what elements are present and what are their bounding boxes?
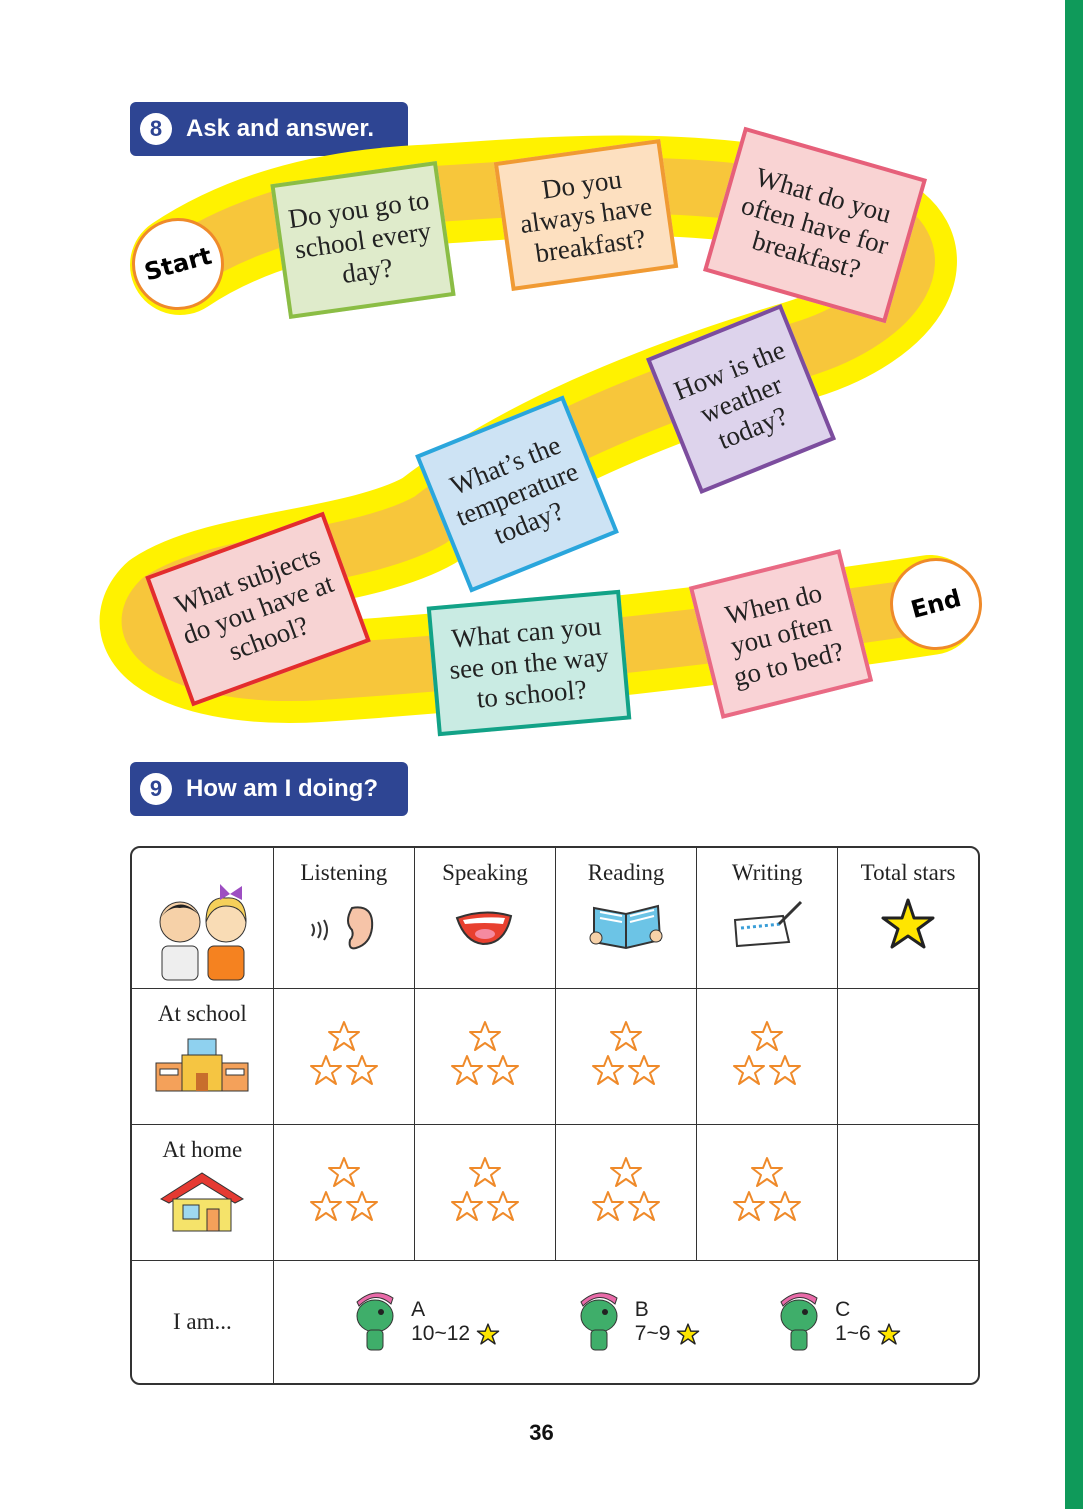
star-group xyxy=(556,1019,696,1087)
question-text: What subjects do you have at school? xyxy=(170,539,338,666)
ear-icon xyxy=(304,894,384,954)
star-outline-icon[interactable] xyxy=(609,1019,643,1053)
rating-cell[interactable] xyxy=(274,1125,415,1261)
house-icon xyxy=(157,1169,247,1235)
notebook-pen-icon xyxy=(727,894,807,954)
star-outline-icon[interactable] xyxy=(768,1053,802,1087)
star-outline-icon[interactable] xyxy=(486,1189,520,1223)
star-outline-icon[interactable] xyxy=(591,1189,625,1223)
total-stars-cell[interactable] xyxy=(838,989,978,1125)
star-outline-icon[interactable] xyxy=(450,1053,484,1087)
star-icon xyxy=(476,1322,500,1346)
question-text: Do you go to school every day? xyxy=(286,184,433,289)
star-outline-icon[interactable] xyxy=(327,1019,361,1053)
row-label: At school xyxy=(157,1001,247,1026)
star-outline-icon[interactable] xyxy=(309,1053,343,1087)
star-group xyxy=(697,1155,837,1223)
question-text: What’s the temperature today? xyxy=(445,429,583,550)
star-outline-icon[interactable] xyxy=(627,1189,661,1223)
question-text: How is the weather today? xyxy=(669,333,792,455)
row-label: I am... xyxy=(172,1309,232,1334)
star-outline-icon[interactable] xyxy=(309,1189,343,1223)
end-label: End xyxy=(907,583,965,625)
star-outline-icon[interactable] xyxy=(327,1155,361,1189)
star-group xyxy=(556,1155,696,1223)
rating-option-b[interactable] xyxy=(575,1290,700,1354)
section-9-heading xyxy=(130,762,408,816)
rating-cell[interactable] xyxy=(415,1125,556,1261)
star-outline-icon[interactable] xyxy=(486,1053,520,1087)
question-text: What can you see on the way to school? xyxy=(448,610,610,714)
grade-label: A xyxy=(411,1297,426,1321)
star-icon xyxy=(676,1322,700,1346)
grade-label: B xyxy=(634,1297,649,1321)
rating-cell[interactable] xyxy=(556,989,697,1125)
header-speaking xyxy=(415,848,556,989)
table-row xyxy=(132,989,978,1125)
star-group xyxy=(415,1019,555,1087)
star-outline-icon[interactable] xyxy=(732,1189,766,1223)
dinosaur-icon xyxy=(351,1290,403,1354)
rating-cell[interactable] xyxy=(556,1125,697,1261)
row-header-home xyxy=(132,1125,274,1261)
dinosaur-icon xyxy=(575,1290,627,1354)
star-outline-icon[interactable] xyxy=(627,1053,661,1087)
star-group xyxy=(415,1155,555,1223)
book-icon xyxy=(586,894,666,954)
grade-range: 1~6 xyxy=(835,1321,871,1345)
question-card xyxy=(270,161,455,319)
rating-option-c[interactable] xyxy=(775,1290,900,1354)
star-outline-icon[interactable] xyxy=(768,1189,802,1223)
rating-scale xyxy=(274,1261,978,1383)
row-label: At home xyxy=(162,1137,243,1162)
header-total-stars xyxy=(838,848,978,989)
star-group xyxy=(274,1019,414,1087)
star-outline-icon[interactable] xyxy=(468,1155,502,1189)
header-label: Reading xyxy=(587,860,665,885)
page-number: 36 xyxy=(529,1420,554,1445)
question-text: Do you always have breakfast? xyxy=(518,163,654,268)
header-label: Writing xyxy=(731,860,803,885)
grade-label: C xyxy=(835,1297,851,1321)
grade-range: 10~12 xyxy=(411,1321,471,1345)
header-writing xyxy=(697,848,838,989)
rating-cell[interactable] xyxy=(415,989,556,1125)
rating-scale-cell xyxy=(274,1261,978,1383)
star-outline-icon[interactable] xyxy=(345,1053,379,1087)
star-outline-icon[interactable] xyxy=(732,1053,766,1087)
question-text: When do you often go to bed? xyxy=(722,577,847,692)
question-card xyxy=(494,139,678,291)
section-number: 9 xyxy=(140,773,172,805)
star-group xyxy=(697,1019,837,1087)
star-outline-icon[interactable] xyxy=(750,1155,784,1189)
section-number: 8 xyxy=(140,113,172,145)
grade-range: 7~9 xyxy=(634,1321,671,1345)
row-header-i-am xyxy=(132,1261,274,1383)
star-outline-icon[interactable] xyxy=(468,1019,502,1053)
start-label: Start xyxy=(141,241,215,287)
header-reading xyxy=(556,848,697,989)
section-title: How am I doing? xyxy=(186,775,378,802)
rating-option-a[interactable] xyxy=(351,1290,500,1354)
children-icon xyxy=(142,882,262,982)
table-row xyxy=(132,1261,978,1383)
mouth-icon xyxy=(445,894,525,954)
header-label: Total stars xyxy=(860,860,956,885)
header-listening xyxy=(274,848,415,989)
kids-cell xyxy=(132,848,274,989)
header-label: Listening xyxy=(300,860,388,885)
rating-cell[interactable] xyxy=(697,1125,838,1261)
rating-cell[interactable] xyxy=(697,989,838,1125)
star-outline-icon[interactable] xyxy=(750,1019,784,1053)
star-group xyxy=(274,1155,414,1223)
star-icon xyxy=(877,1322,901,1346)
table-row xyxy=(132,1125,978,1261)
star-outline-icon[interactable] xyxy=(345,1189,379,1223)
rating-cell[interactable] xyxy=(274,989,415,1125)
star-outline-icon[interactable] xyxy=(450,1189,484,1223)
self-assessment-table xyxy=(130,846,980,1385)
school-building-icon xyxy=(152,1033,252,1095)
star-outline-icon[interactable] xyxy=(609,1155,643,1189)
total-stars-cell[interactable] xyxy=(838,1125,978,1261)
dinosaur-icon xyxy=(775,1290,827,1354)
header-label: Speaking xyxy=(442,860,528,885)
star-icon xyxy=(878,894,938,954)
question-text: What do you often have for breakfast? xyxy=(738,161,895,285)
row-header-school xyxy=(132,989,274,1125)
star-outline-icon[interactable] xyxy=(591,1053,625,1087)
section-title: Ask and answer. xyxy=(186,115,375,142)
question-card xyxy=(427,590,632,736)
